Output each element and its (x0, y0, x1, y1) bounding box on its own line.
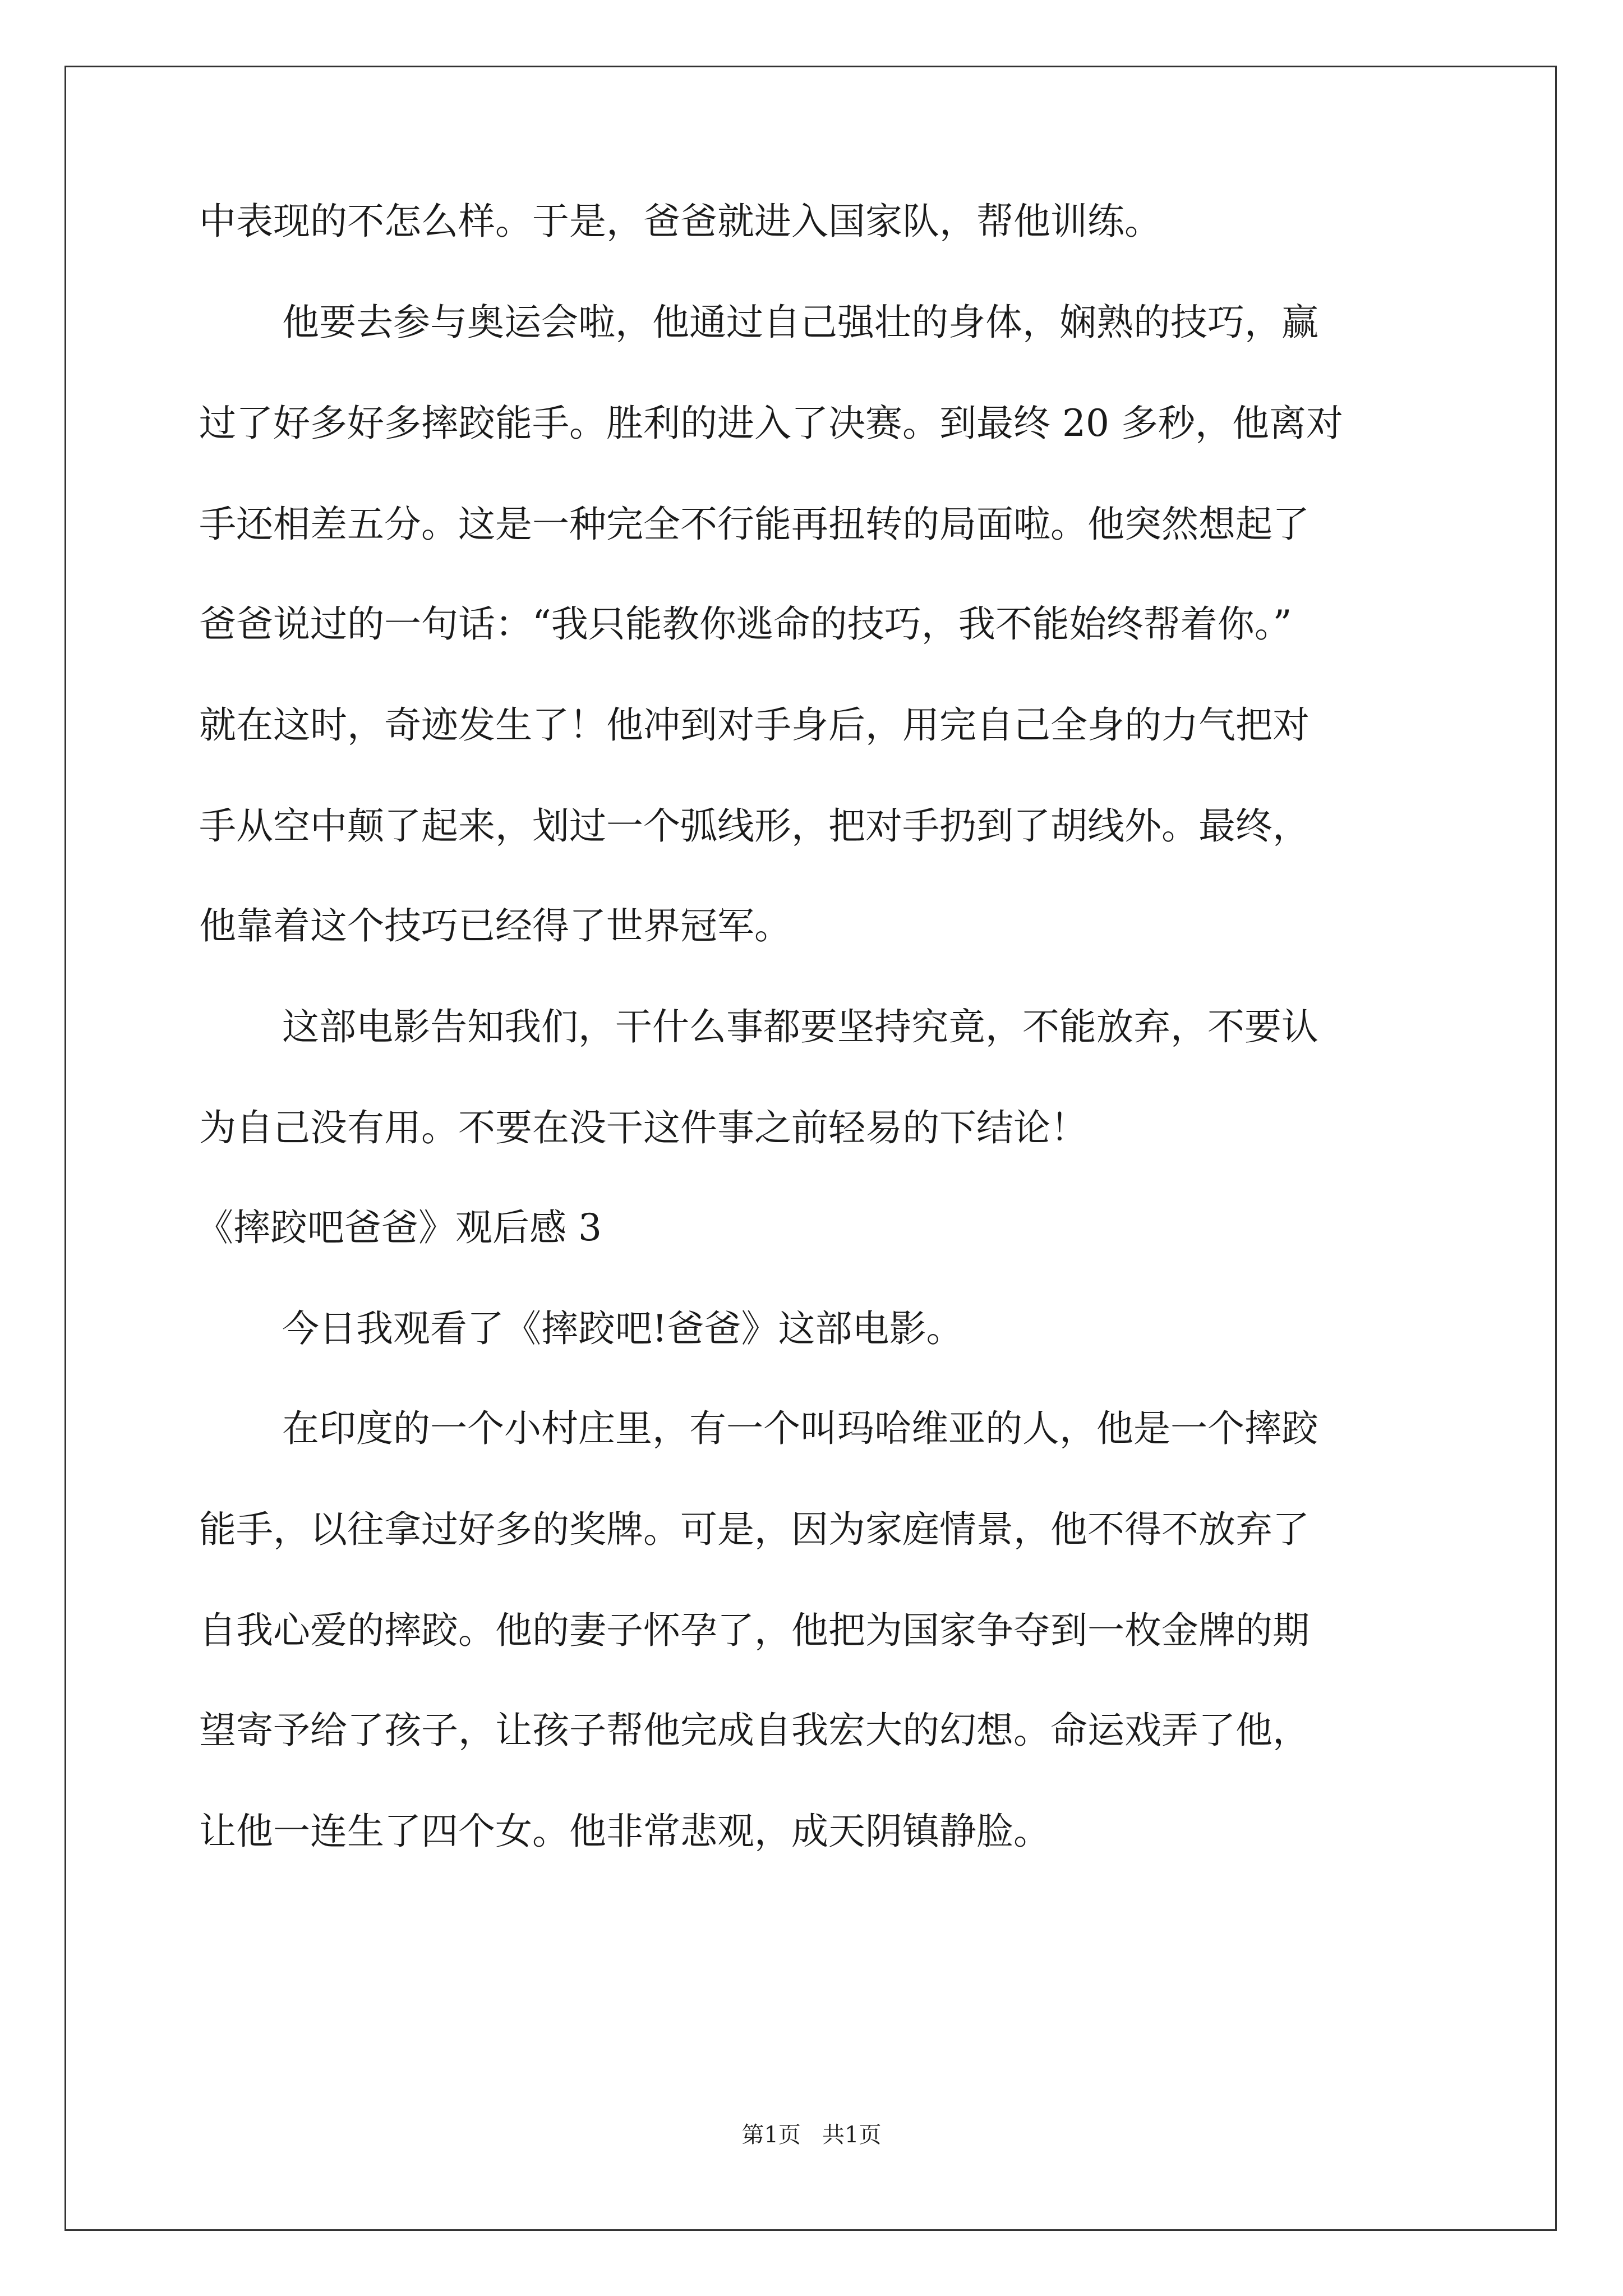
paragraph-first-line: 这部电影告知我们，干什么事都要坚持究竟，不能放弃，不要认 (282, 1005, 1318, 1048)
paragraph-first-line: 今日我观看了《摔跤吧!爸爸》这部电影。 (282, 1307, 963, 1350)
text-line: 他靠着这个技巧已经得了世界冠军。 (199, 904, 791, 947)
text-line: 手还相差五分。这是一种完全不行能再扭转的局面啦。他突然想起了 (199, 503, 1310, 546)
text-line: 手从空中颠了起来，划过一个弧线形，把对手扔到了胡线外。最终， (199, 804, 1310, 848)
text-line: 望寄予给了孩子，让孩子帮他完成自我宏大的幻想。命运戏弄了他， (199, 1709, 1310, 1752)
section-heading: 《摔跤吧爸爸》观后感 3 (196, 1206, 602, 1249)
text-line: 中表现的不怎么样。于是，爸爸就进入国家队，帮他训练。 (199, 200, 1161, 243)
text-line: 自我心爱的摔跤。他的妻子怀孕了，他把为国家争夺到一枚金牌的期 (199, 1609, 1310, 1652)
text-line: 爸爸说过的一句话：“我只能教你逃命的技巧，我不能始终帮着你。” (199, 602, 1292, 646)
page-number-footer: 第1页 共1页 (741, 2122, 882, 2148)
text-line: 就在这时，奇迹发生了！他冲到对手身后，用完自己全身的力气把对 (199, 703, 1310, 747)
text-line: 能手，以往拿过好多的奖牌。可是，因为家庭情景，他不得不放弃了 (199, 1508, 1310, 1551)
paragraph-first-line: 在印度的一个小村庄里，有一个叫玛哈维亚的人，他是一个摔跤 (282, 1407, 1318, 1450)
text-line: 过了好多好多摔跤能手。胜利的进入了决赛。到最终 20 多秒，他离对 (199, 402, 1343, 445)
text-line: 让他一连生了四个女。他非常悲观，成天阴镇静脸。 (199, 1810, 1050, 1853)
paragraph-first-line: 他要去参与奥运会啦，他通过自己强壮的身体，娴熟的技巧，赢 (282, 301, 1318, 344)
text-line: 为自己没有用。不要在没干这件事之前轻易的下结论！ (199, 1106, 1087, 1149)
